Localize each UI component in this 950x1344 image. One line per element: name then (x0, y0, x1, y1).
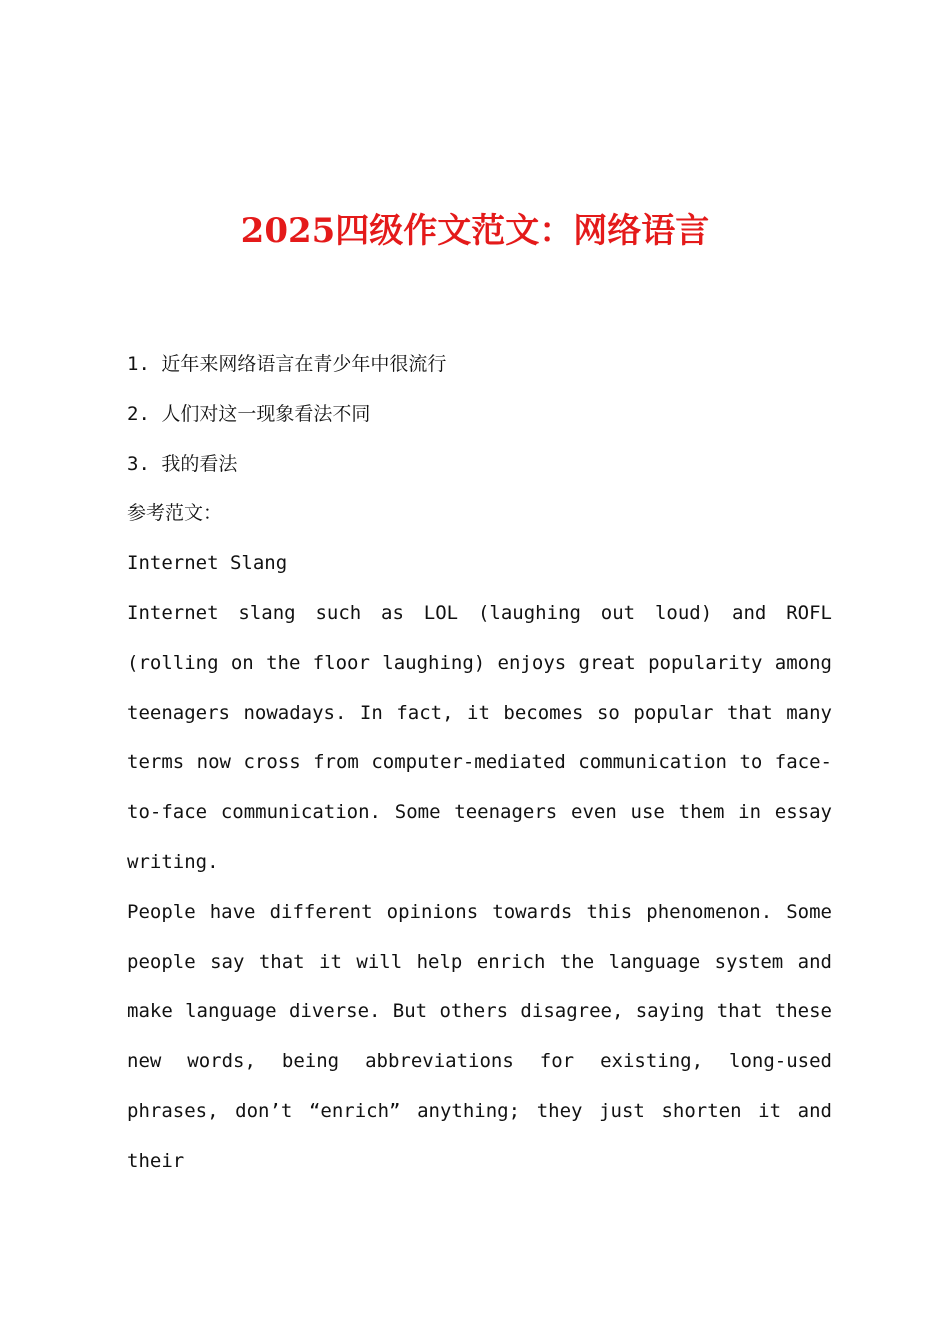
document-title: 2025四级作文范文：网络语言 (240, 211, 710, 251)
outline-item: 3. 我的看法 (127, 452, 238, 475)
outline-item: 1. 近年来网络语言在青少年中很流行 (127, 353, 447, 375)
essay-paragraph: Internet slang such as LOL (laughing out loud) and ROFL (rolling on the floor laughing) enjoys great popularity among teenagers nowadays. In fact, it becomes so popular that many terms now cross from computer-mediated communication to face-to-face communication. Some teenagers even use them in essay writing. (127, 601, 832, 873)
essay-paragraph: People have different opinions towards this phenomenon. Some people say that it will help enrich the language system and make language diverse. But others disagree, saying that these new words, being abbreviations for existing, long-used phrases, don’t “enrich” anything; they just shorten it and their (127, 900, 832, 1172)
document-body (127, 340, 832, 1187)
outline-item: 2. 人们对这一现象看法不同 (127, 402, 371, 425)
essay-title: Internet Slang (127, 552, 288, 575)
sample-label: 参考范文： (127, 502, 223, 525)
